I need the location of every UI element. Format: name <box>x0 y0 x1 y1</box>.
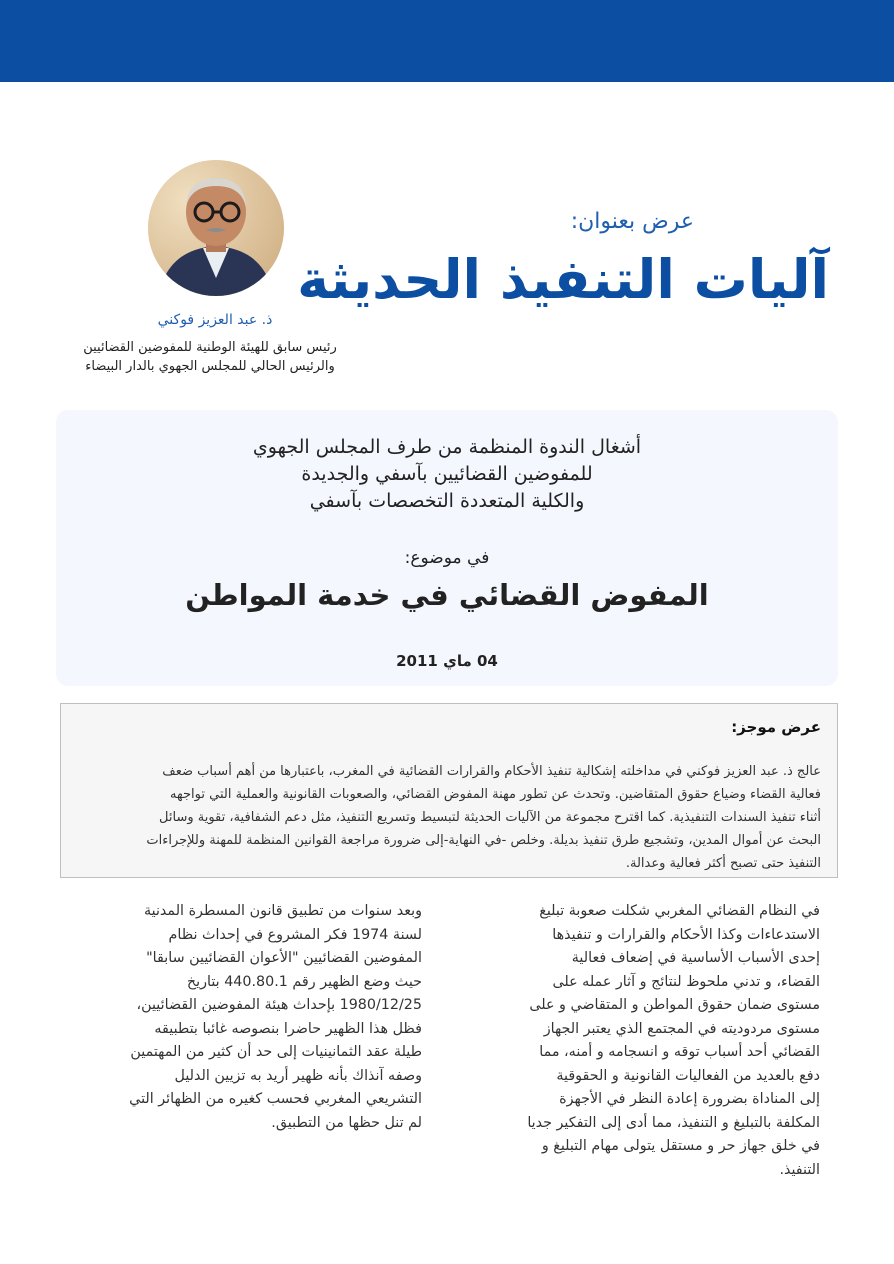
body-line: التنفيذ. <box>779 1161 820 1178</box>
author-role-line: والرئيس الحالي للمجلس الجهوي بالدار البيضاء <box>85 359 335 374</box>
body-line: في خلق جهاز حر و مستقل يتولى مهام التبليغ و <box>541 1138 820 1154</box>
body-line: المفوضين القضائيين "الأعوان القضائيين سابقا" <box>146 950 422 966</box>
summary-line: التنفيذ حتى تصبح أكثر فعالية وعدالة. <box>625 856 821 871</box>
author-portrait <box>148 160 284 296</box>
body-line: المكلفة بالتبليغ و التنفيذ، مما أدى إلى التفكير جديا <box>527 1114 820 1131</box>
body-line: لسنة 1974 فكر المشروع في إحداث نظام <box>168 926 422 943</box>
body-line: مستوى مردوديته في المجتمع الذي يعتبر الجهاز <box>543 1020 820 1037</box>
body-line: لم تنل حظها من التطبيق. <box>271 1114 422 1131</box>
body-line: مستوى ضمان حقوق المواطن و المتقاضي و على <box>529 997 820 1013</box>
author-role <box>40 338 380 376</box>
top-banner <box>0 0 894 82</box>
topic-label: في موضوع: <box>404 548 490 568</box>
summary-line: فعالية القضاء وضياع حقوق المتقاضين. وتحدث عن تطور مهنة المفوض القضائي، والصعوبات القانونية والعملية التي تواجهه <box>170 787 821 802</box>
summary-line: عالج ذ. عبد العزيز فوكني في مداخلته إشكالية تنفيذ الأحكام والقرارات القضائية في المغرب، باعتبارها من أهم أسباب ضعف <box>162 764 821 779</box>
body-column-left <box>80 900 422 1135</box>
summary-heading: عرض موجز: <box>731 718 821 736</box>
body-line: 1980/12/25 بإحداث هيئة المفوضين القضائيين، <box>136 997 422 1013</box>
summary-box <box>60 703 838 878</box>
body-line: وبعد سنوات من تطبيق قانون المسطرة المدنية <box>143 903 422 919</box>
body-line: الاستدعاءات وكذا الأحكام والقرارات و تنفيذها <box>552 926 820 943</box>
author-photo <box>148 160 284 296</box>
body-line: طيلة عقد الثمانينيات إلى حد أن كثير من المهتمين <box>130 1044 422 1060</box>
body-line: إحدى الأسباب الأساسية في إضعاف فعالية <box>571 950 820 966</box>
body-column-right <box>478 900 820 1182</box>
body-line: حيث وضع الظهير رقم 440.80.1 بتاريخ <box>186 973 422 990</box>
author-name: ذ. عبد العزيز فوكني <box>157 312 273 328</box>
body-line: وصفه آنذاك بأنه ظهير أريد به تزيين الدليل <box>174 1067 422 1084</box>
body-line: القضاء، و تدني ملحوظ لنتائج و آثار عمله على <box>552 973 820 990</box>
event-date: 04 ماي 2011 <box>396 652 498 670</box>
event-line: والكلية المتعددة التخصصات بآسفي <box>309 490 585 512</box>
page-title: آليات التنفيذ الحديثة <box>297 248 829 311</box>
summary-line: أثناء تنفيذ السندات التنفيذية. كما اقترح مجموعة من الآليات الحديثة لتبسيط وتسريع التنفيذ، مثل دعم الشفافية، تقوية وسائل <box>159 810 821 825</box>
event-description <box>56 434 838 515</box>
topic-title: المفوض القضائي في خدمة المواطن <box>185 578 709 612</box>
body-line: التشريعي المغربي فحسب كغيره من الظهائر التي <box>129 1091 422 1107</box>
summary-text <box>77 760 821 875</box>
summary-line: البحث عن أموال المدين، وتشجيع طرق تنفيذ بديلة. وخلص -في النهاية-إلى ضرورة مراجعة القوانين المنظمة للمهنة وللإجراءات <box>146 833 821 848</box>
body-line: إلى المناداة بضرورة إعادة النظر في الأجهزة <box>559 1091 820 1107</box>
body-line: دفع بالعديد من الفعاليات القانونية و الحقوقية <box>556 1067 820 1084</box>
body-line: القضائي أحد أسباب توقه و انسجامه و أمنه، مما <box>539 1044 820 1060</box>
body-line: فظل هذا الظهير حاضرا بنصوصه غائبا بتطبيقه <box>154 1020 422 1037</box>
event-line: للمفوضين القضائيين بآسفي والجديدة <box>301 463 593 485</box>
event-line: أشغال الندوة المنظمة من طرف المجلس الجهوي <box>252 436 642 458</box>
title-intro: عرض بعنوان: <box>570 209 694 234</box>
author-role-line: رئيس سابق للهيئة الوطنية للمفوضين القضائيين <box>83 340 337 355</box>
body-line: في النظام القضائي المغربي شكلت صعوبة تبليغ <box>539 903 820 919</box>
